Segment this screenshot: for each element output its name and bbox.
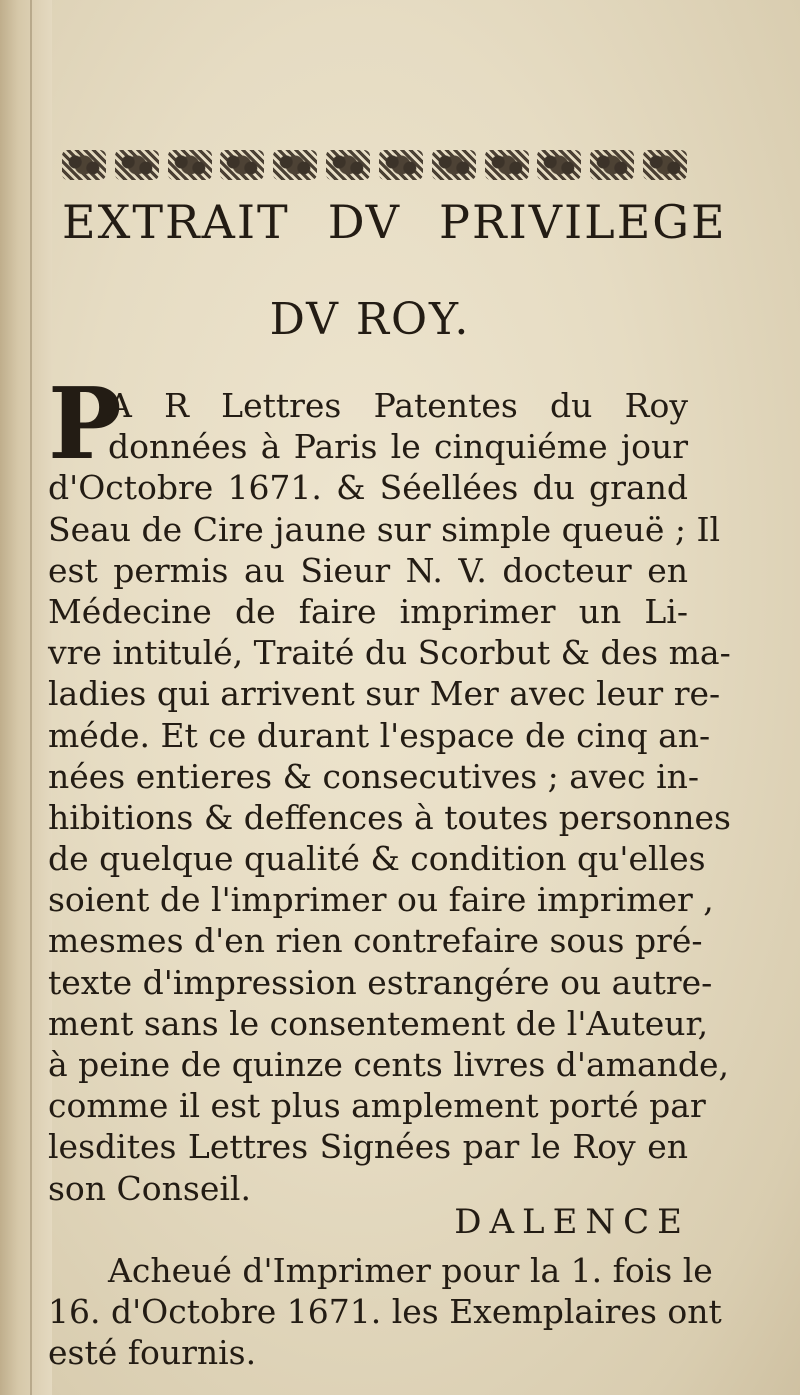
ornament-icon xyxy=(115,150,159,180)
ornament-icon xyxy=(643,150,687,180)
text-line: méde. Et ce durant l'espace de cinq an- xyxy=(48,715,711,755)
signature: DALENCE xyxy=(454,1202,690,1242)
text-line: est permis au Sieur N. V. docteur en xyxy=(48,550,688,590)
privilege-text xyxy=(48,385,731,1209)
colophon-line: Acheué d'Imprimer pour la 1. fois le xyxy=(108,1251,713,1290)
text-line: données à Paris le cinquiéme jour xyxy=(108,427,688,467)
text-line: d'Octobre 1671. & Séellées du grand xyxy=(48,468,688,508)
text-line: nées entieres & consecutives ; avec in- xyxy=(48,756,700,796)
title-word: DV xyxy=(327,195,402,249)
text-line: ment sans le consentement de l'Auteur, xyxy=(48,1003,709,1043)
ornament-icon xyxy=(590,150,634,180)
title-word: EXTRAIT xyxy=(62,195,290,249)
text-line: lesdites Lettres Signées par le Roy en xyxy=(48,1127,688,1167)
ornament-icon xyxy=(273,150,317,180)
text-line: soient de l'imprimer ou faire imprimer , xyxy=(48,880,714,920)
colophon xyxy=(48,1250,722,1374)
text-line: hibitions & deffences à toutes personnes xyxy=(48,797,731,837)
text-line: comme il est plus amplement porté par xyxy=(48,1086,706,1126)
ornament-icon xyxy=(220,150,264,180)
page-subtitle: DV ROY. xyxy=(269,294,471,345)
text-line: texte d'impression estrangére ou autre- xyxy=(48,962,713,1002)
ornament-icon xyxy=(432,150,476,180)
ornament-icon xyxy=(379,150,423,180)
title-word: PRIVILEGE xyxy=(439,195,727,249)
text-line: vre intitulé, Traité du Scorbut & des ma- xyxy=(48,633,731,673)
page-gutter xyxy=(0,0,52,1395)
ornament-icon xyxy=(168,150,212,180)
ornament-icon xyxy=(326,150,370,180)
drop-cap: P xyxy=(48,367,122,482)
ornament-icon xyxy=(485,150,529,180)
page-title xyxy=(62,192,727,252)
gutter-fold xyxy=(30,0,32,1395)
colophon-line: 16. d'Octobre 1671. les Exemplaires ont xyxy=(48,1292,722,1332)
text-line: à peine de quinze cents livres d'amande, xyxy=(48,1045,730,1084)
text-line: A R Lettres Patentes du Roy xyxy=(108,386,688,425)
text-line: de quelque qualité & condition qu'elles xyxy=(48,839,706,879)
colophon-line: esté fournis. xyxy=(48,1333,257,1373)
text-line: Seau de Cire jaune sur simple queuë ; Il xyxy=(48,509,721,549)
ornament-icon xyxy=(537,150,581,180)
text-line: ladies qui arrivent sur Mer avec leur re- xyxy=(48,674,721,714)
text-line: son Conseil. xyxy=(48,1168,251,1208)
text-line: mesmes d'en rien contrefaire sous pré- xyxy=(48,921,703,961)
text-line: Médecine de faire imprimer un Li- xyxy=(48,591,688,631)
decorative-ornament-band xyxy=(62,145,687,185)
ornament-icon xyxy=(62,150,106,180)
